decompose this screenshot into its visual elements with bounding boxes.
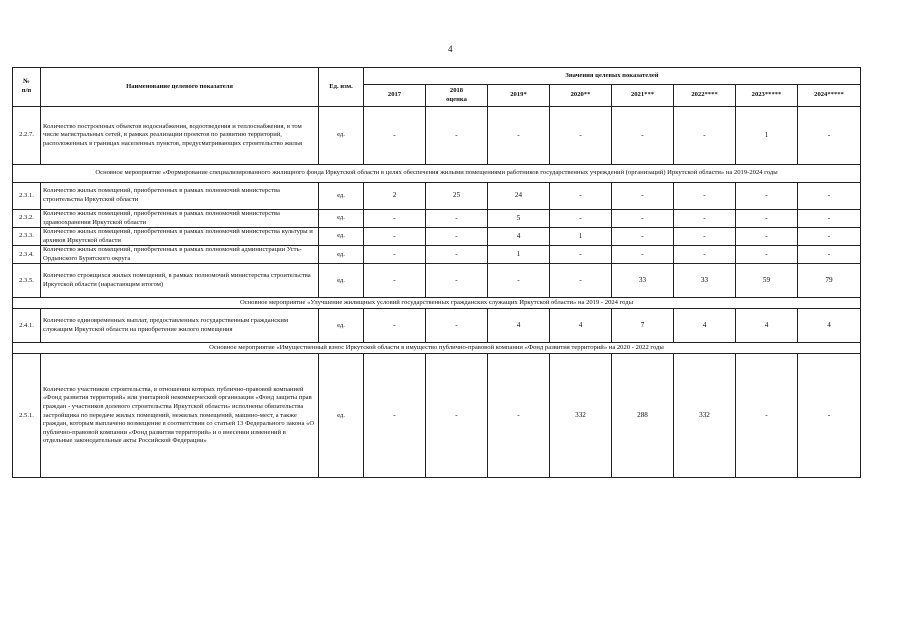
value-cell: 7 (612, 309, 674, 343)
value-cell: - (736, 354, 798, 478)
header-values-group: Значения целевых показателей (364, 68, 861, 85)
value-cell: - (798, 107, 861, 165)
header-year: 2024***** (798, 85, 861, 107)
indicator-row (13, 264, 861, 298)
header-indicator-name: Наименование целевого показателя (41, 68, 319, 107)
value-cell: - (364, 228, 426, 246)
section-row (13, 343, 861, 354)
header-unit: Ед. изм. (319, 68, 364, 107)
value-cell: - (550, 107, 612, 165)
unit-cell: ед. (319, 264, 364, 298)
indicator-row (13, 107, 861, 165)
row-number: 2.3.2. (13, 210, 41, 228)
table-body (13, 107, 861, 478)
unit-cell: ед. (319, 183, 364, 210)
value-cell: - (550, 210, 612, 228)
value-cell: - (736, 228, 798, 246)
page-number: 4 (448, 44, 453, 54)
value-cell: 4 (488, 228, 550, 246)
value-cell: - (736, 210, 798, 228)
value-cell: 332 (550, 354, 612, 478)
value-cell: - (364, 107, 426, 165)
value-cell: - (364, 264, 426, 298)
value-cell: 1 (550, 228, 612, 246)
header-num: № п/п (13, 68, 41, 107)
indicator-name: Количество строящихся жилых помещений, в рамках полномочий министерства строительства Иркутской области (нарастающим итогом) (41, 264, 319, 298)
section-title: Основное мероприятие «Имущественный взнос Иркутской области в имущество публично-правовой компании «Фонд развития территорий» на 2020 - 2022 годы (13, 343, 861, 354)
value-cell: - (674, 246, 736, 264)
section-title: Основное мероприятие «Формирование специализированного жилищного фонда Иркутской области в целях обеспечения жилыми помещениями работников государственных учреждений (организаций) Иркутской области» на 2019-2024 годы (13, 165, 861, 183)
indicator-name: Количество жилых помещений, приобретенных в рамках полномочий министерства строительства Иркутской области (41, 183, 319, 210)
value-cell: - (612, 228, 674, 246)
value-cell: - (612, 246, 674, 264)
value-cell: - (798, 183, 861, 210)
value-cell: - (426, 264, 488, 298)
value-cell: - (736, 183, 798, 210)
header-year: 2019* (488, 85, 550, 107)
value-cell: - (736, 246, 798, 264)
section-title: Основное мероприятие «Улучшение жилищных условий государственных гражданских служащих Иркутской области» на 2019 - 2024 годы (13, 298, 861, 309)
value-cell: - (674, 210, 736, 228)
value-cell: 5 (488, 210, 550, 228)
value-cell: 59 (736, 264, 798, 298)
row-number: 2.2.7. (13, 107, 41, 165)
value-cell: - (426, 228, 488, 246)
value-cell: - (426, 309, 488, 343)
value-cell: 4 (674, 309, 736, 343)
unit-cell: ед. (319, 107, 364, 165)
value-cell: - (488, 354, 550, 478)
value-cell: - (798, 354, 861, 478)
unit-cell: ед. (319, 354, 364, 478)
value-cell: 4 (798, 309, 861, 343)
indicator-name: Количество единовременных выплат, предоставленных государственным гражданским служащим Иркутской области на приобретение жилого помещения (41, 309, 319, 343)
value-cell: - (364, 309, 426, 343)
value-cell: 1 (488, 246, 550, 264)
value-cell: - (488, 264, 550, 298)
value-cell: - (612, 183, 674, 210)
value-cell: - (426, 246, 488, 264)
value-cell: - (364, 354, 426, 478)
indicator-row (13, 309, 861, 343)
unit-cell: ед. (319, 246, 364, 264)
value-cell: 25 (426, 183, 488, 210)
value-cell: - (674, 107, 736, 165)
indicator-row (13, 183, 861, 210)
row-number: 2.3.5. (13, 264, 41, 298)
value-cell: - (798, 228, 861, 246)
row-number: 2.5.1. (13, 354, 41, 478)
unit-cell: ед. (319, 228, 364, 246)
row-number: 2.3.1. (13, 183, 41, 210)
row-number: 2.3.4. (13, 246, 41, 264)
indicator-name: Количество жилых помещений, приобретенных в рамках полномочий министерства культуры и архивов Иркутской области (41, 228, 319, 246)
value-cell: 4 (736, 309, 798, 343)
value-cell: 4 (550, 309, 612, 343)
header-year: 2017 (364, 85, 426, 107)
indicator-name: Количество построенных объектов водоснабжения, водоотведения и теплоснабжения, в том числе магистральных сетей, в рамках реализации проектов по развитию территорий, расположенных в границах населенных пунктов, предусматривающих строительство жилья (41, 107, 319, 165)
value-cell: - (612, 107, 674, 165)
indicator-name: Количество жилых помещений, приобретенных в рамках полномочий администрации Усть-Ордынского Бурятского округа (41, 246, 319, 264)
value-cell: 2 (364, 183, 426, 210)
indicator-row (13, 210, 861, 228)
value-cell: 288 (612, 354, 674, 478)
value-cell: 332 (674, 354, 736, 478)
value-cell: - (674, 228, 736, 246)
indicator-name: Количество жилых помещений, приобретенных в рамках полномочий министерства здравоохранения Иркутской области (41, 210, 319, 228)
header-year: 2023***** (736, 85, 798, 107)
header-year: 2021*** (612, 85, 674, 107)
value-cell: - (550, 246, 612, 264)
unit-cell: ед. (319, 309, 364, 343)
value-cell: - (426, 107, 488, 165)
value-cell: 1 (736, 107, 798, 165)
value-cell: - (550, 264, 612, 298)
value-cell: - (364, 210, 426, 228)
value-cell: 79 (798, 264, 861, 298)
section-row (13, 165, 861, 183)
value-cell: 33 (612, 264, 674, 298)
header-year: 2022**** (674, 85, 736, 107)
header-year: 2018 оценка (426, 85, 488, 107)
unit-cell: ед. (319, 210, 364, 228)
value-cell: - (612, 210, 674, 228)
row-number: 2.3.3. (13, 228, 41, 246)
value-cell: - (426, 210, 488, 228)
value-cell: 4 (488, 309, 550, 343)
value-cell: - (488, 107, 550, 165)
value-cell: - (674, 183, 736, 210)
value-cell: - (798, 246, 861, 264)
indicator-row (13, 354, 861, 478)
value-cell: 33 (674, 264, 736, 298)
row-number: 2.4.1. (13, 309, 41, 343)
value-cell: - (550, 183, 612, 210)
indicator-name: Количество участников строительства, в отношении которых публично-правовой компанией «Фонд развития территорий» или унитарной некоммерческой организации «Фонд защиты прав граждан - участников долевого строительства Иркутской области» исполнены обязательства застройщика по передаче жилых помещений, нежилых помещений, машино-мест, а также граждан, которым выплачено возмещение в соответствии со статьей 13 Федерального закона «О публично-правовой компании «Фонд развития территорий» и о внесении изменений в отдельные законодательные акты Российской Федерации» (41, 354, 319, 478)
target-indicators-table (12, 67, 861, 478)
value-cell: - (426, 354, 488, 478)
indicator-row (13, 246, 861, 264)
header-year: 2020** (550, 85, 612, 107)
value-cell: - (364, 246, 426, 264)
value-cell: 24 (488, 183, 550, 210)
indicator-row (13, 228, 861, 246)
value-cell: - (798, 210, 861, 228)
section-row (13, 298, 861, 309)
